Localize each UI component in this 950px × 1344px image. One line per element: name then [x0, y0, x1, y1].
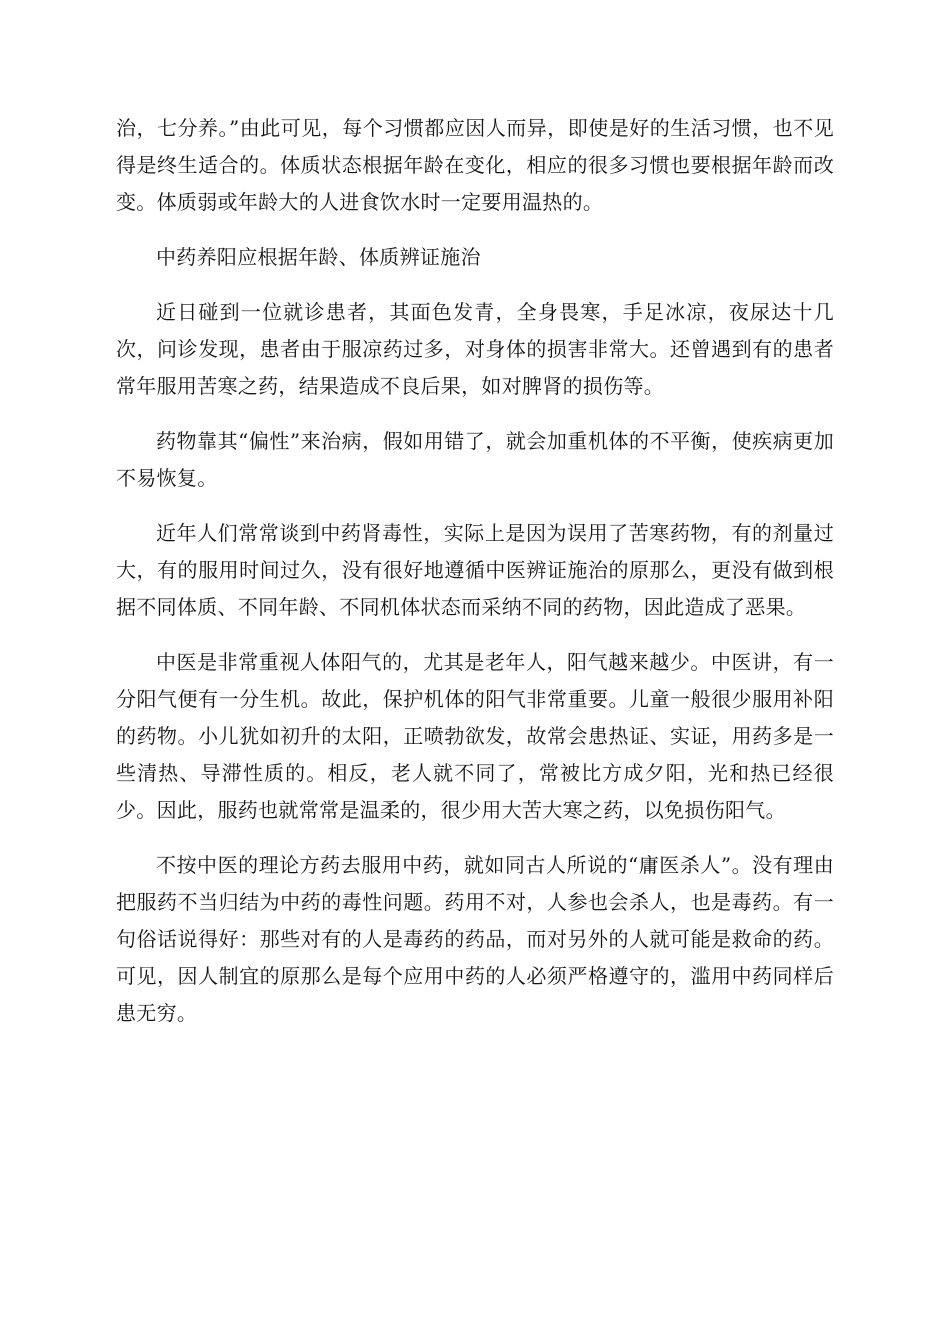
paragraph: 药物靠其“偏性”来治病，假如用错了，就会加重机体的不平衡，使疾病更加不易恢复。: [116, 429, 834, 490]
paragraph: 不按中医的理论方药去服用中药，就如同古人所说的“庸医杀人”。没有理由把服药不当归结为中药的毒性问题。药用不对，人参也会杀人，也是毒药。有一句俗话说得好：那些对有的人是毒药的药品，而对另外的人就可能是救命的药。可见，因人制宜的原那么是每个应用中药的人必须严格遵守的，滥用中药同样后患无穷。: [116, 853, 834, 1025]
paragraph: 中医是非常重视人体阳气的，尤其是老年人，阳气越来越少。中医讲，有一分阳气便有一分生机。故此，保护机体的阳气非常重要。儿童一般很少服用补阳的药物。小儿犹如初升的太阳，正喷勃欲发，故常会患热证、实证，用药多是一些清热、导滞性质的。相反，老人就不同了，常被比方成夕阳，光和热已经很少。因此，服药也就常常是温柔的，很少用大苦大寒之药，以免损伤阳气。: [116, 650, 834, 822]
paragraph: 近日碰到一位就诊患者，其面色发青，全身畏寒，手足冰凉，夜尿达十几次，问诊发现，患者由于服凉药过多，对身体的损害非常大。还曾遇到有的患者常年服用苦寒之药，结果造成不良后果，如对脾肾的损伤等。: [116, 300, 834, 398]
section-heading: 中药养阳应根据年龄、体质辨证施治: [156, 245, 481, 269]
document-body: [116, 110, 834, 1050]
paragraph-continuation: 治，七分养。”由此可见，每个习惯都应因人而异，即使是好的生活习惯，也不见得是终生适合的。体质状态根据年龄在变化，相应的很多习惯也要根据年龄而改变。体质弱或年龄大的人进食饮水时一定要用温热的。: [116, 116, 834, 214]
paragraph: 近年人们常常谈到中药肾毒性，实际上是因为误用了苦寒药物，有的剂量过大，有的服用时间过久，没有很好地遵循中医辨证施治的原那么，更没有做到根据不同体质、不同年龄、不同机体状态而采纳不同的药物，因此造成了恶果。: [116, 521, 834, 619]
